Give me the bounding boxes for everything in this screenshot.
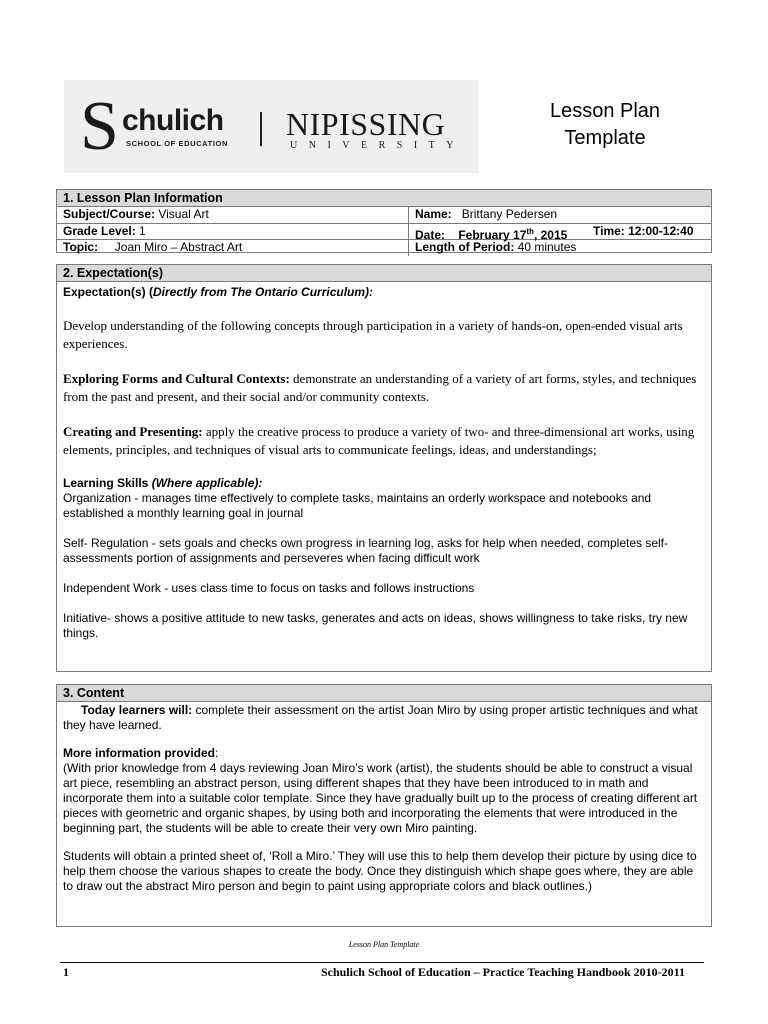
document-title-line2: Template [564,127,646,149]
subject-cell: Subject/Course: Visual Art [57,207,409,223]
date-cell: Date: February 17th, 2015 Time: 12:00-12:40 [415,223,694,242]
learning-skill-item: Organization - manages time effectively to complete tasks, maintains an orderly workspace and notebooks and established a monthly learning goal in journal [63,491,652,520]
lesson-info-header: 1. Lesson Plan Information [57,190,711,207]
more-info-paragraph: (With prior knowledge from 4 days reviewing Joan Miro’s work (artist), the students should be able to construct a visual art piece, resembling an abstract person, using different shapes that they have been introduced to in math and incorporate them into a suitable color template. Since they have gradually built up to the process of creating different art pieces with geometric and organic shapes, by using both and incorporating the elements that were introduced in the beginning part, the students will be able to create their very own Miro painting. [63,761,698,835]
students-paragraph: Students will obtain a printed sheet of, ‘Roll a Miro.’ They will use this to help them develop their picture by using dice to help them choose the various shapes to create the body. Once they distinguish which shape goes where, they are able to draw out the abstract Miro person and begin to paint using appropriate colors and black outlines.) [63,849,697,893]
expectation-paragraph: Develop understanding of the following concepts through participation in a variety of hands-on, open-ended visual arts experiences. [63,318,683,351]
expectation-paragraph: Exploring Forms and Cultural Contexts: demonstrate an understanding of a variety of art forms, styles, and techniques from the past and present, and their social and/or community contexts. [63,371,697,404]
schulich-logo-text: chulich [122,104,224,137]
info-row [57,240,711,256]
nipissing-logo-subtitle: UNIVERSITY [290,140,465,151]
expectations-section [56,264,712,672]
institution-logos [64,80,478,173]
time-value: Time: 12:00-12:40 [593,223,694,238]
grade-cell: Grade Level: 1 [57,224,409,240]
lesson-info-section [56,189,712,253]
learning-skill-item: Self- Regulation - sets goals and checks own progress in learning log, asks for help when needed, completes self-assessments portion of assignments and perseveres when facing difficult work [63,536,668,565]
learning-skill-item: Initiative- shows a positive attitude to new tasks, generates and acts on ideas, shows willingness to take risks, try new things. [63,611,688,640]
document-title [520,98,690,152]
document-title-line1: Lesson Plan [549,100,661,122]
learning-skills-label: Learning Skills (Where applicable): [63,476,263,490]
footer-rule [60,962,704,963]
topic-cell: Topic: Joan Miro – Abstract Art [57,240,409,256]
content-body [57,702,711,894]
length-cell: Length of Period: 40 minutes [415,240,577,254]
page-number: 1 [63,965,69,979]
info-row [57,224,711,241]
schulich-logo-mark: S [80,88,119,165]
expectation-paragraph: Creating and Presenting: apply the creative process to produce a variety of two- and three-dimensional art works, using elements, principles, and techniques of visual arts to communicate feelings, ideas, and understandings; [63,424,695,457]
handbook-title: Schulich School of Education – Practice Teaching Handbook 2010-2011 [320,965,685,979]
learning-skill-item: Independent Work - uses class time to focus on tasks and follows instructions [63,581,475,595]
content-header: 3. Content [57,685,711,702]
content-section [56,684,712,927]
expectations-intro: Expectation(s) (Directly from The Ontario Curriculum): [63,285,374,299]
expectations-header: 2. Expectation(s) [57,265,711,282]
name-cell: Name: Brittany Pedersen [415,207,558,221]
footer-caption: Lesson Plan Template [348,940,420,949]
schulich-logo-subtitle: SCHOOL OF EDUCATION [126,139,228,148]
today-learners-paragraph: Today learners will: complete their assessment on the artist Joan Miro by using proper artistic techniques and what they have learned. [63,703,698,732]
nipissing-logo-text: NIPISSING [286,106,446,142]
more-info-label: More information provided: [63,746,219,760]
expectations-body [57,282,711,641]
logo-divider [260,112,262,146]
info-row [57,207,711,224]
